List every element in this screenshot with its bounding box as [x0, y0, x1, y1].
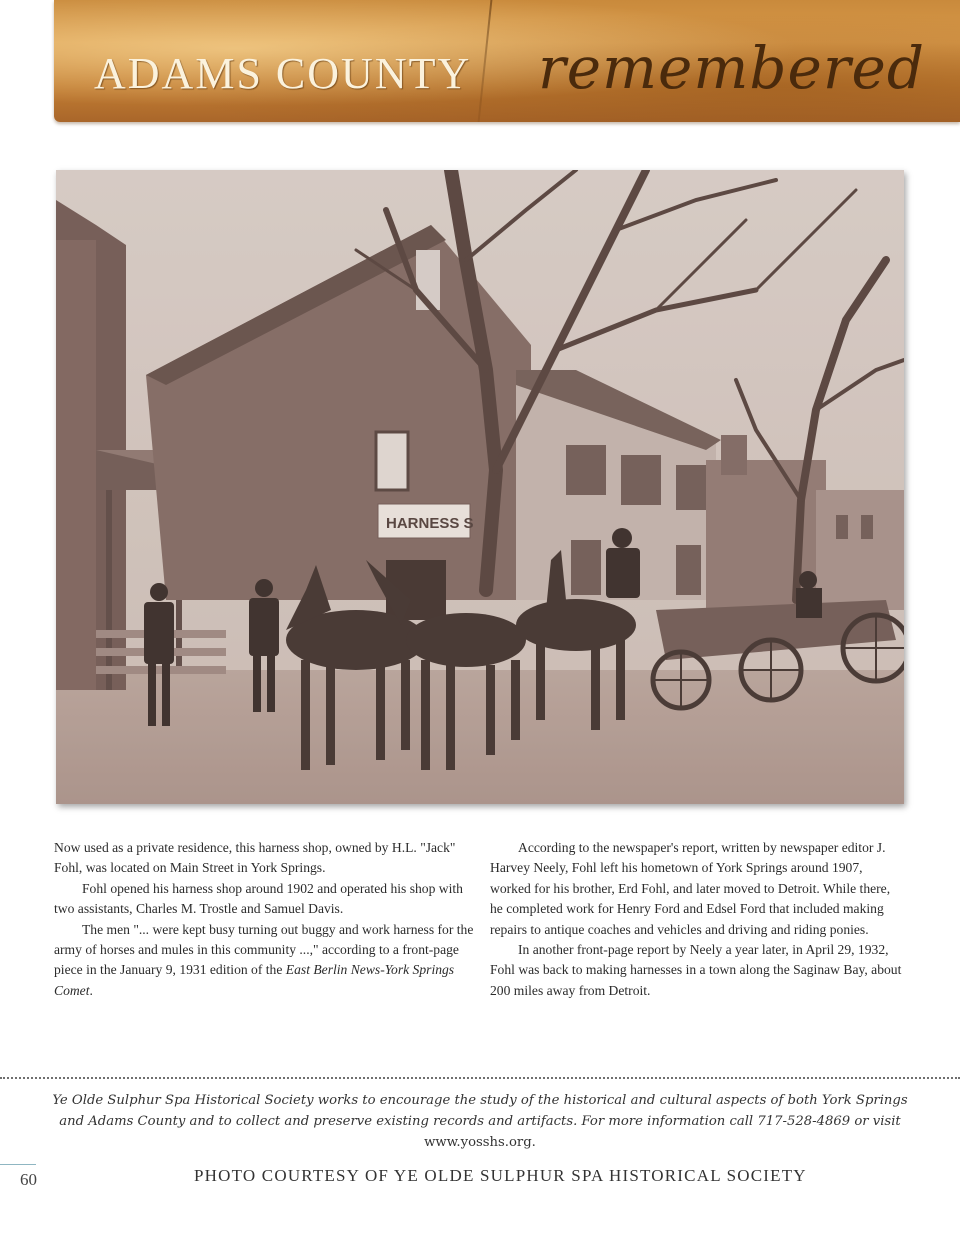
paragraph: Fohl opened his harness shop around 1902 and operated his shop with two assistants, Charles M. Trostle and Samuel Davis.	[54, 880, 463, 917]
paragraph-text: The men "... were kept busy turning out buggy and work harness for the army of horses and mules in this community ...," according to a front-page piece in the January 9, 1931 edition of the	[54, 921, 474, 978]
page-subtitle: remembered	[538, 34, 925, 102]
page-title: ADAMS COUNTY	[94, 49, 472, 98]
paragraph: Now used as a private residence, this harness shop, owned by H.L. "Jack" Fohl, was located on Main Street in York Springs.	[54, 840, 456, 876]
paragraph-end: .	[89, 982, 93, 998]
harness-sign-text: HARNESS S	[386, 515, 474, 532]
header-banner	[54, 0, 960, 122]
banner-crack	[478, 0, 493, 122]
society-text: Ye Olde Sulphur Spa Historical Society works to encourage the study of the historical and cultural aspects of both York Springs and Adams County and to collect and preserve existing records and artifacts. For more information call 717-528-4869 or visit	[52, 1093, 908, 1129]
paragraph: In another front-page report by Neely a year later, in April 29, 1932, Fohl was back to making harnesses in a town along the Saginaw Bay, about 200 miles away from Detroit.	[490, 942, 902, 998]
paragraph: According to the newspaper's report, written by newspaper editor J. Harvey Neely, Fohl left his hometown of York Springs around 1907, worked for his brother, Erd Fohl, and later moved to Detroit. While there, he completed work for Henry Ford and Edsel Ford that included making repairs to antique coaches and vehicles and driving and riding ponies.	[490, 840, 891, 937]
page-number-rule	[0, 1164, 36, 1165]
article-column-left	[54, 838, 474, 1001]
page-number: 60	[20, 1170, 37, 1189]
paragraph	[54, 920, 474, 1002]
article-column-right	[490, 838, 904, 1001]
society-link[interactable]: www.yosshs.org.	[424, 1135, 536, 1150]
society-blurb	[40, 1090, 920, 1153]
publication-title: East Berlin News-York Springs Comet	[54, 962, 455, 998]
photo-credit: PHOTO COURTESY OF YE OLDE SULPHUR SPA HISTORICAL SOCIETY	[194, 1166, 807, 1185]
dotted-divider	[0, 1077, 960, 1079]
historical-photo	[56, 170, 904, 804]
